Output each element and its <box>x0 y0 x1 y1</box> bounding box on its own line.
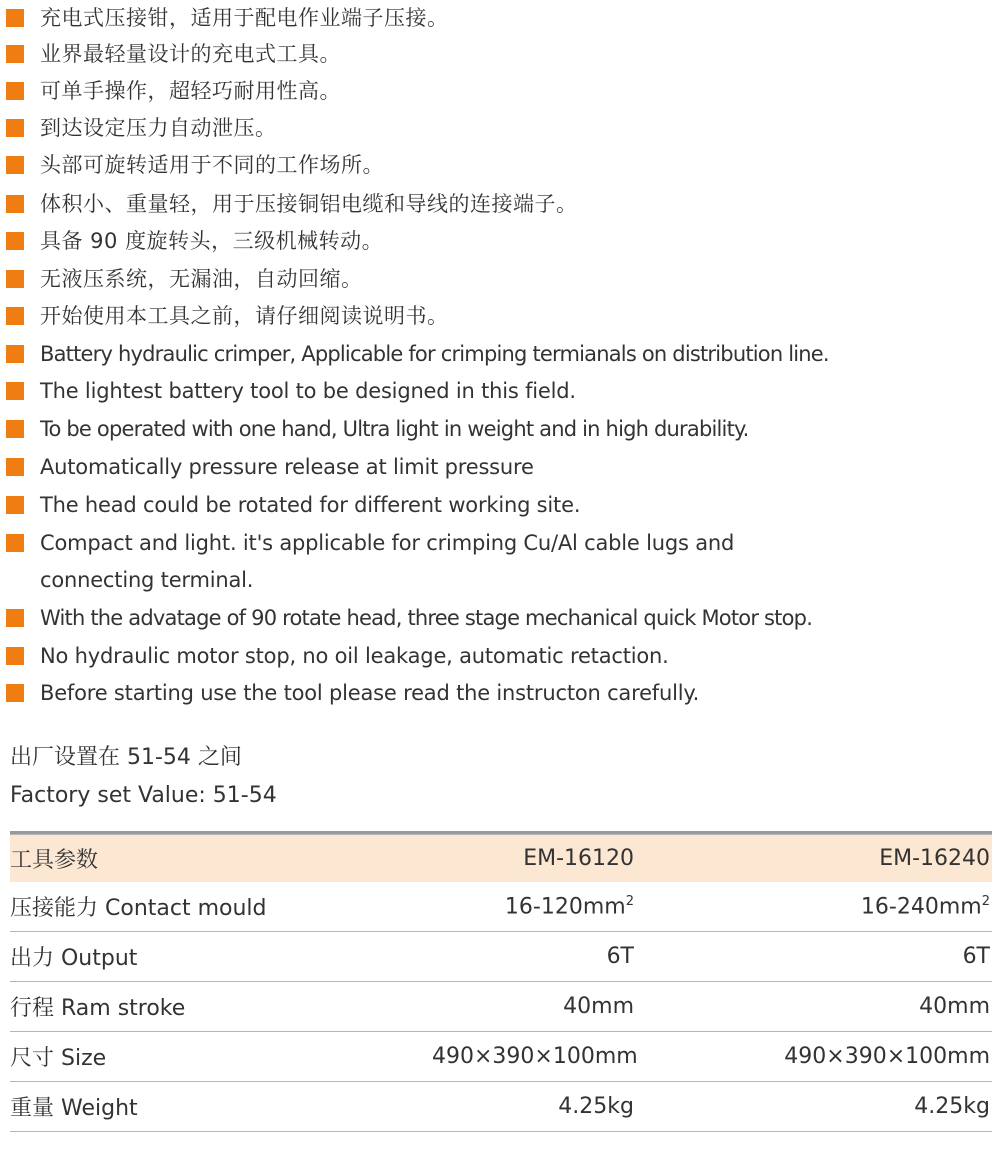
feature-text: Compact and light. it's applicable for crimping Cu/Al cable lugs and connecting terminal. <box>40 531 735 592</box>
feature-item-en <box>0 525 1000 599</box>
feature-item-cn <box>0 261 1000 298</box>
bullet-square-icon <box>6 534 24 552</box>
feature-text: 开始使用本工具之前，请仔细阅读说明书。 <box>40 304 449 328</box>
row-label: 尺寸 Size <box>10 1032 430 1082</box>
feature-text: The head could be rotated for different working site. <box>40 493 581 517</box>
bullet-square-icon <box>6 420 24 438</box>
bullet-square-icon <box>6 307 24 325</box>
row-label: 重量 Weight <box>10 1082 430 1132</box>
feature-item-en <box>0 336 1000 373</box>
row-value-2: 490×390×100mm <box>636 1032 992 1082</box>
feature-item-en <box>0 449 1000 486</box>
row-value-1: 40mm <box>430 982 636 1032</box>
table-row <box>10 982 992 1032</box>
feature-item-en <box>0 487 1000 524</box>
feature-item-cn <box>0 186 1000 223</box>
feature-text: 到达设定压力自动泄压。 <box>40 116 277 140</box>
header-param: 工具参数 <box>10 835 430 883</box>
bullet-square-icon <box>6 45 24 63</box>
feature-text: 体积小、重量轻，用于压接铜铝电缆和导线的连接端子。 <box>40 192 578 216</box>
feature-text: 业界最轻量设计的充电式工具。 <box>40 42 341 66</box>
bullet-square-icon <box>6 9 24 27</box>
row-value-2: 4.25kg <box>636 1082 992 1132</box>
row-label: 行程 Ram stroke <box>10 982 430 1032</box>
feature-text: 充电式压接钳，适用于配电作业端子压接。 <box>40 6 449 30</box>
bullet-square-icon <box>6 684 24 702</box>
header-model-1: EM-16120 <box>430 835 636 883</box>
row-value-1: $16-120mm^2$ <box>430 882 636 932</box>
feature-text: 头部可旋转适用于不同的工作场所。 <box>40 153 384 177</box>
row-value-1: 6T <box>430 932 636 982</box>
bullet-square-icon <box>6 232 24 250</box>
feature-item-en <box>0 675 1000 712</box>
feature-text: 具备 90 度旋转头，三级机械转动。 <box>40 229 384 253</box>
factory-setting-en: Factory set Value: 51-54 <box>10 783 277 808</box>
header-model-2: EM-16240 <box>636 835 992 883</box>
bullet-square-icon <box>6 82 24 100</box>
feature-item-en <box>0 373 1000 410</box>
row-value-2: 6T <box>636 932 992 982</box>
feature-item-cn <box>0 73 1000 110</box>
table-row <box>10 1032 992 1082</box>
bullet-square-icon <box>6 382 24 400</box>
table-header-row <box>10 835 992 883</box>
feature-text: No hydraulic motor stop, no oil leakage, automatic retaction. <box>40 644 669 668</box>
feature-item-en <box>0 638 1000 675</box>
feature-text: The lightest battery tool to be designed in this field. <box>40 379 576 403</box>
table-row <box>10 882 992 932</box>
feature-item-cn <box>0 223 1000 260</box>
row-value-1: 4.25kg <box>430 1082 636 1132</box>
feature-text: Battery hydraulic crimper, Applicable for crimping termianals on distribution line. <box>40 342 829 366</box>
row-value-2: 40mm <box>636 982 992 1032</box>
bullet-square-icon <box>6 270 24 288</box>
feature-item-en <box>0 411 1000 448</box>
row-value-2: $16-240mm^2$ <box>636 882 992 932</box>
feature-item-cn <box>0 298 1000 335</box>
table-row <box>10 932 992 982</box>
feature-text: 无液压系统，无漏油，自动回缩。 <box>40 267 363 291</box>
bullet-square-icon <box>6 609 24 627</box>
bullet-square-icon <box>6 119 24 137</box>
row-value-1: 490×390×100mm <box>430 1032 636 1082</box>
row-label: 出力 Output <box>10 932 430 982</box>
feature-text: To be operated with one hand, Ultra light in weight and in high durability. <box>40 417 749 441</box>
spec-table <box>10 831 992 1132</box>
bullet-square-icon <box>6 496 24 514</box>
bullet-square-icon <box>6 195 24 213</box>
feature-item-en <box>0 600 1000 637</box>
feature-item-cn <box>0 36 1000 73</box>
row-label: 压接能力 Contact mould <box>10 882 430 932</box>
feature-item-cn <box>0 110 1000 147</box>
feature-text: Before starting use the tool please read the instructon carefully. <box>40 681 700 705</box>
bullet-square-icon <box>6 458 24 476</box>
factory-setting-cn: 出厂设置在 51-54 之间 <box>10 745 242 770</box>
feature-text: Automatically pressure release at limit pressure <box>40 455 534 479</box>
feature-text: 可单手操作，超轻巧耐用性高。 <box>40 79 341 103</box>
bullet-square-icon <box>6 345 24 363</box>
feature-text: With the advatage of 90 rotate head, three stage mechanical quick Motor stop. <box>40 606 813 630</box>
feature-item-cn <box>0 147 1000 184</box>
bullet-square-icon <box>6 647 24 665</box>
table-row <box>10 1082 992 1132</box>
bullet-square-icon <box>6 156 24 174</box>
feature-item-cn <box>0 0 1000 37</box>
